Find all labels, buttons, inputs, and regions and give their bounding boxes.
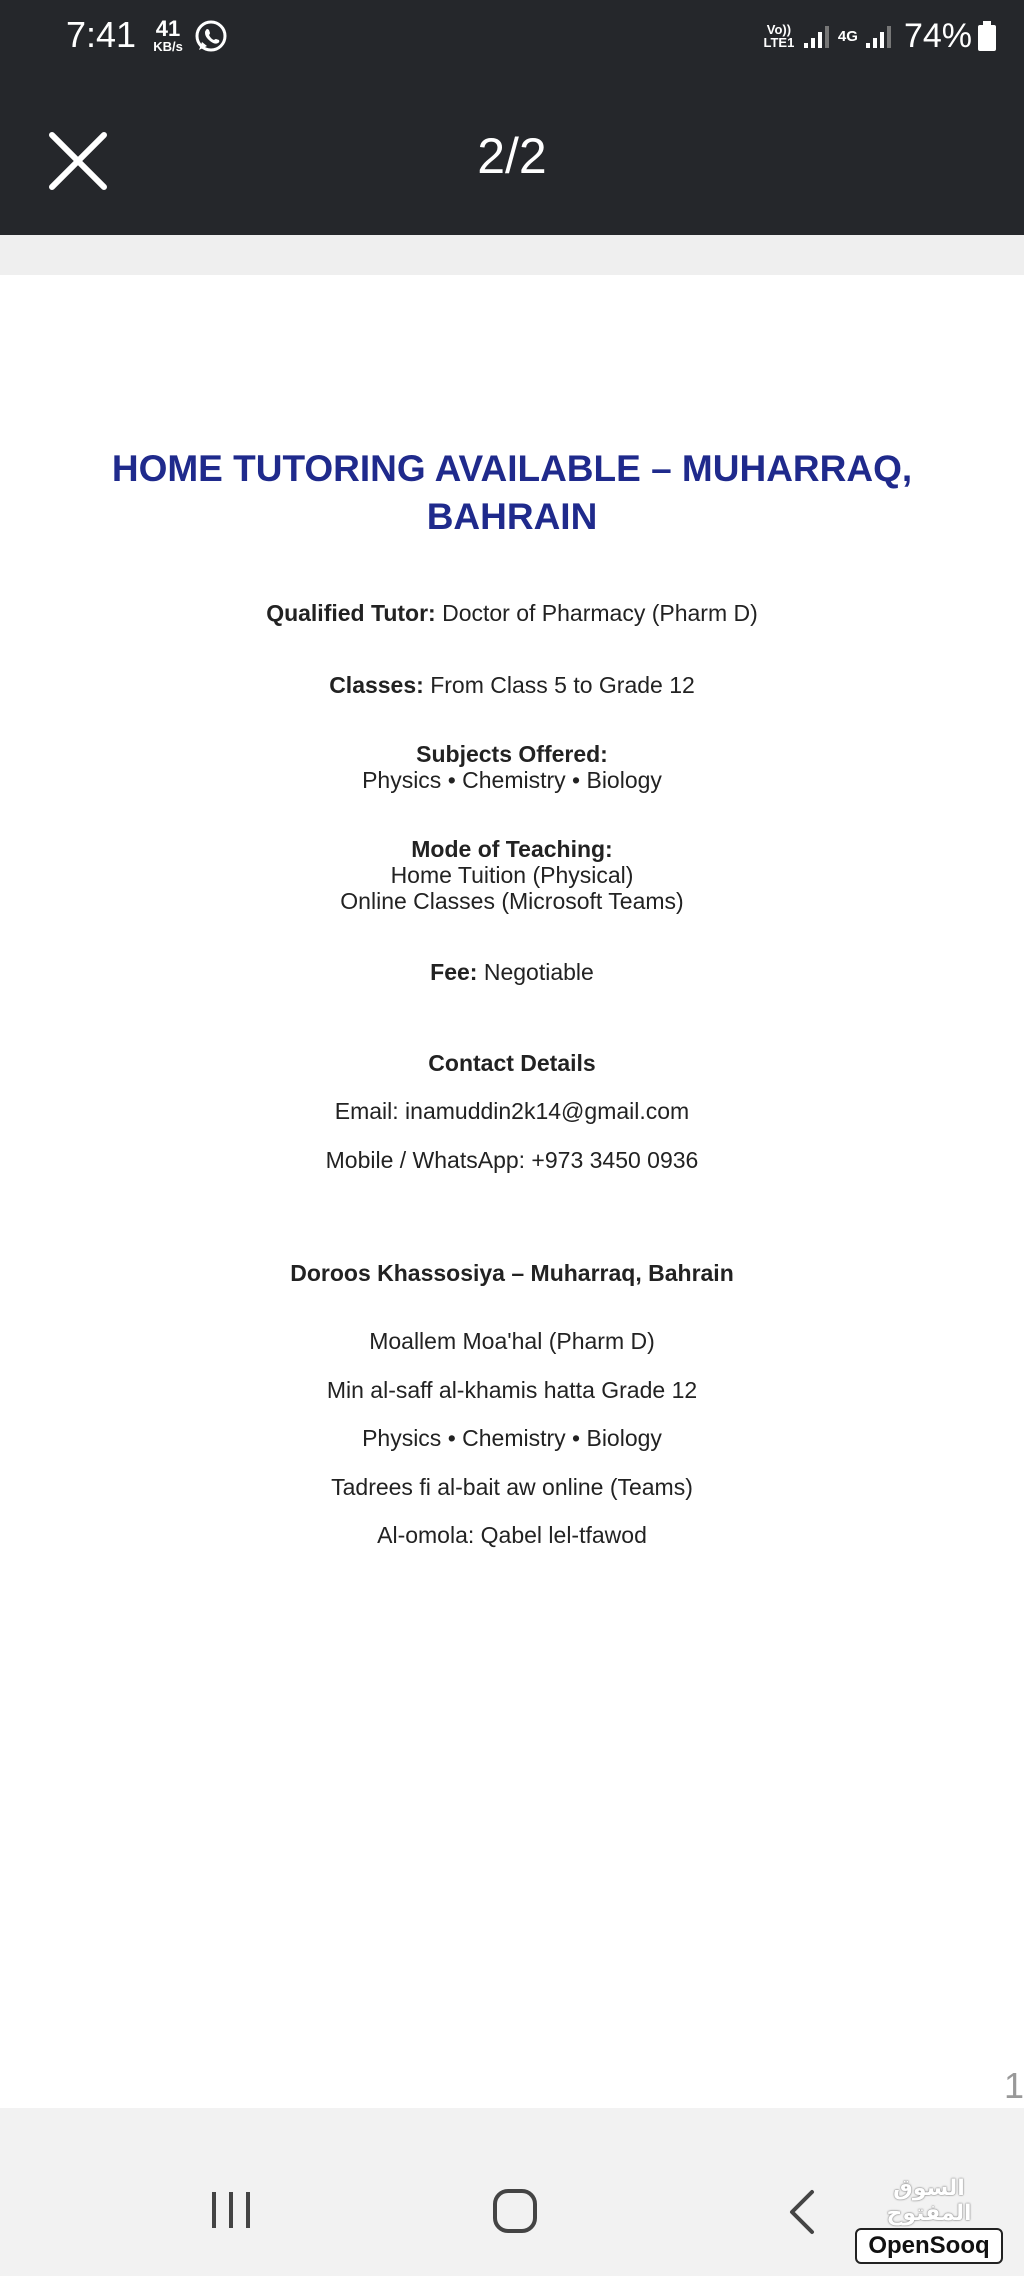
- volte-indicator: Vo)) LTE1: [763, 22, 795, 50]
- status-bar: [0, 0, 1024, 75]
- subjects-heading: Subjects Offered:: [416, 741, 608, 767]
- signal-icon-2: [864, 23, 894, 49]
- email-line: Email: inamuddin2k14@gmail.com: [334, 1098, 690, 1124]
- network-type: 4G: [837, 27, 858, 45]
- section2-line-1: Moallem Moa'hal (Pharm D): [369, 1328, 655, 1354]
- navigation-bar: [0, 2108, 1024, 2276]
- fee-line: Fee: Negotiable: [430, 959, 594, 985]
- status-time: 7:41: [66, 14, 137, 55]
- battery-icon: [978, 21, 996, 51]
- section2-line-3: Physics • Chemistry • Biology: [362, 1425, 662, 1451]
- mode-value-2: Online Classes (Microsoft Teams): [340, 888, 684, 914]
- recent-apps-button[interactable]: [208, 2190, 254, 2230]
- classes-line: Classes: From Class 5 to Grade 12: [329, 672, 695, 698]
- document-title: HOME TUTORING AVAILABLE – MUHARRAQ, BAHRAIN: [111, 448, 913, 537]
- section2-heading: Doroos Khassosiya – Muharraq, Bahrain: [290, 1260, 734, 1286]
- whatsapp-icon: [193, 18, 229, 59]
- mobile-line: Mobile / WhatsApp: +973 3450 0936: [325, 1147, 699, 1173]
- home-button[interactable]: [492, 2188, 538, 2234]
- section2-line-5: Al-omola: Qabel lel-tfawod: [377, 1522, 647, 1548]
- recent-apps-icon: [208, 2190, 254, 2230]
- section2-line-2: Min al-saff al-khamis hatta Grade 12: [326, 1377, 698, 1403]
- battery-percent: 74%: [903, 16, 972, 55]
- status-right-group: [762, 14, 996, 58]
- contact-heading: Contact Details: [428, 1050, 596, 1076]
- viewer-toolbar: [0, 75, 1024, 235]
- page-number: 1: [1003, 2065, 1024, 2106]
- back-button[interactable]: [786, 2188, 818, 2236]
- page-indicator: 2/2: [477, 128, 547, 184]
- signal-icon: [802, 23, 832, 49]
- viewer-gap: [0, 235, 1024, 275]
- tutor-line: Qualified Tutor: Doctor of Pharmacy (Pharm D): [266, 600, 758, 626]
- document-page: [0, 275, 1024, 2108]
- opensooq-watermark: السوق المفتوح OpenSooq: [855, 2176, 1003, 2264]
- home-icon: [492, 2188, 538, 2234]
- network-speed: 41 KB/s: [153, 16, 183, 54]
- mode-value-1: Home Tuition (Physical): [390, 862, 634, 888]
- section2-line-4: Tadrees fi al-bait aw online (Teams): [331, 1474, 693, 1500]
- back-icon: [786, 2188, 818, 2236]
- mode-heading: Mode of Teaching:: [411, 836, 613, 862]
- subjects-value: Physics • Chemistry • Biology: [362, 767, 662, 793]
